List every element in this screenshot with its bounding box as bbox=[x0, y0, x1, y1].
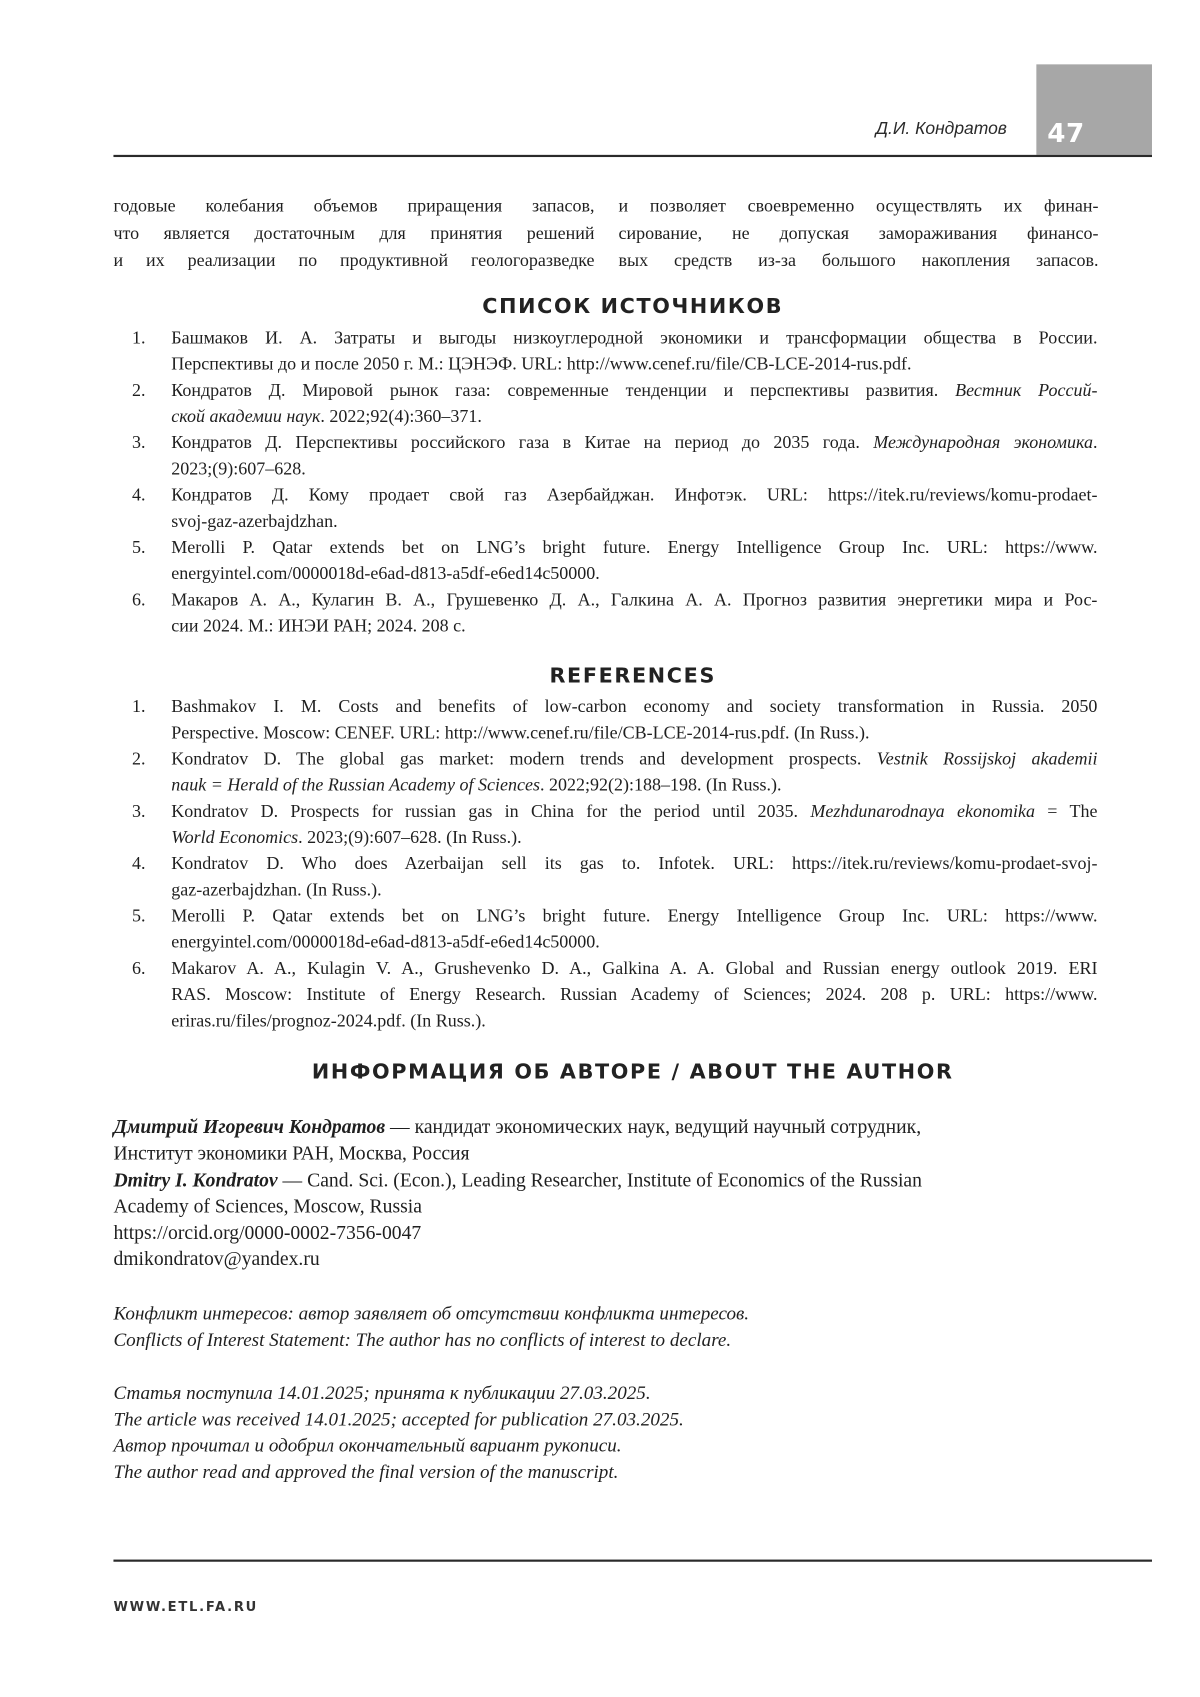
author-name-ru: Дмитрий Игоревич Кондратов bbox=[113, 1116, 385, 1138]
reference-line: Perspective. Moscow: CENEF. URL: http://www.cenef.ru/file/CB-LCE-2014-rus.pdf. (In Russ.). bbox=[171, 720, 1097, 746]
author-ru-affiliation: Институт экономики РАН, Москва, Россия bbox=[113, 1140, 469, 1166]
conflict-note-en: Conflicts of Interest Statement: The author has no conflicts of interest to declare. bbox=[113, 1326, 731, 1352]
reference-number: 2. bbox=[132, 746, 145, 772]
journal-page bbox=[0, 0, 1200, 1697]
source-line: Кондратов Д. Кому продает свой газ Азербайджан. Инфотэк. URL: https://itek.ru/reviews/komu-prodaet- bbox=[171, 482, 1097, 508]
author-en-affiliation: Academy of Sciences, Moscow, Russia bbox=[113, 1193, 421, 1219]
body-line: сирование, не допуская замораживания финансо- bbox=[619, 219, 1099, 246]
conflict-note-ru: Конфликт интересов: автор заявляет об отсутствии конфликта интересов. bbox=[113, 1300, 749, 1326]
author-en-line: Dmitry I. Kondratov — Cand. Sci. (Econ.), Leading Researcher, Institute of Economics of the Russian bbox=[113, 1167, 922, 1193]
body-line: вых средств из-за большого накопления запасов. bbox=[619, 246, 1099, 273]
reference-number: 5. bbox=[132, 903, 145, 929]
reference-number: 6. bbox=[132, 955, 145, 981]
source-line: ской академии наук. 2022;92(4):360–371. bbox=[171, 404, 1097, 430]
running-header-author: Д.И. Кондратов bbox=[876, 120, 1007, 140]
body-line: и позволяет своевременно осуществлять их финан- bbox=[619, 192, 1099, 219]
approved-note-ru: Автор прочитал и одобрил окончательный вариант рукописи. bbox=[113, 1432, 621, 1458]
body-line: и их реализации по продуктивной геологоразведке bbox=[113, 246, 594, 273]
reference-line: World Economics. 2023;(9):607–628. (In Russ.). bbox=[171, 824, 1097, 850]
source-number: 3. bbox=[132, 430, 145, 456]
source-line: 2023;(9):607–628. bbox=[171, 456, 1097, 482]
source-line: energyintel.com/0000018d-e6ad-d813-a5df-e6ed14c50000. bbox=[171, 561, 1097, 587]
source-line: Merolli P. Qatar extends bet on LNG’s bright future. Energy Intelligence Group Inc. URL: https://www. bbox=[171, 534, 1097, 560]
source-number: 4. bbox=[132, 482, 145, 508]
author-email-link[interactable]: dmikondratov@yandex.ru bbox=[113, 1245, 319, 1271]
source-line: Перспективы до и после 2050 г. М.: ЦЭНЭФ. URL: http://www.cenef.ru/file/CB-LCE-2014-rus.pdf. bbox=[171, 351, 1097, 377]
reference-number: 3. bbox=[132, 798, 145, 824]
source-number: 1. bbox=[132, 325, 145, 351]
author-orcid-link[interactable]: https://orcid.org/0000-0002-7356-0047 bbox=[113, 1219, 421, 1245]
approved-note-en: The author read and approved the final version of the manuscript. bbox=[113, 1458, 618, 1484]
references-heading: REFERENCES bbox=[113, 664, 1152, 688]
reference-line: Merolli P. Qatar extends bet on LNG’s bright future. Energy Intelligence Group Inc. URL: https://www. bbox=[171, 903, 1097, 929]
reference-line: RAS. Moscow: Institute of Energy Research. Russian Academy of Sciences; 2024. 208 p. URL: https://www. bbox=[171, 982, 1097, 1008]
author-name-en: Dmitry I. Kondratov bbox=[113, 1169, 277, 1191]
source-line: Кондратов Д. Мировой рынок газа: современные тенденции и перспективы развития. Вестник Россий- bbox=[171, 377, 1097, 403]
reference-line: nauk = Herald of the Russian Academy of Sciences. 2022;92(2):188–198. (In Russ.). bbox=[171, 772, 1097, 798]
footer-rule bbox=[113, 1560, 1152, 1562]
reference-line: energyintel.com/0000018d-e6ad-d813-a5df-e6ed14c50000. bbox=[171, 929, 1097, 955]
source-line: Кондратов Д. Перспективы российского газа в Китае на период до 2035 года. Международная экономика. bbox=[171, 430, 1097, 456]
source-number: 2. bbox=[132, 377, 145, 403]
received-note-ru: Статья поступила 14.01.2025; принята к публикации 27.03.2025. bbox=[113, 1380, 650, 1406]
reference-line: Bashmakov I. M. Costs and benefits of low-carbon economy and society transformation in Russia. 2050 bbox=[171, 694, 1097, 720]
reference-line: Makarov A. A., Kulagin V. A., Grushevenko D. A., Galkina A. A. Global and Russian energy outlook 2019. ERI bbox=[171, 955, 1097, 981]
page-number: 47 bbox=[1047, 118, 1085, 149]
source-line: Башмаков И. А. Затраты и выгоды низкоуглеродной экономики и трансформации общества в России. bbox=[171, 325, 1097, 351]
body-line: годовые колебания объемов приращения запасов, bbox=[113, 192, 594, 219]
author-info-heading: ИНФОРМАЦИЯ ОБ АВТОРЕ / ABOUT THE AUTHOR bbox=[113, 1060, 1152, 1084]
author-ru-line: Дмитрий Игоревич Кондратов — кандидат экономических наук, ведущий научный сотрудник, bbox=[113, 1114, 921, 1140]
received-note-en: The article was received 14.01.2025; accepted for publication 27.03.2025. bbox=[113, 1406, 683, 1432]
reference-line: gaz-azerbajdzhan. (In Russ.). bbox=[171, 877, 1097, 903]
source-line: Макаров А. А., Кулагин В. А., Грушевенко Д. А., Галкина А. А. Прогноз развития энергетики мира и Рос- bbox=[171, 587, 1097, 613]
body-line: что является достаточным для принятия решений bbox=[113, 219, 594, 246]
source-number: 6. bbox=[132, 587, 145, 613]
sources-heading: СПИСОК ИСТОЧНИКОВ bbox=[113, 294, 1152, 318]
header-rule bbox=[113, 155, 1152, 157]
source-line: svoj-gaz-azerbajdzhan. bbox=[171, 508, 1097, 534]
reference-number: 4. bbox=[132, 851, 145, 877]
reference-line: eriras.ru/files/prognoz-2024.pdf. (In Russ.). bbox=[171, 1008, 1097, 1034]
reference-line: Kondratov D. Prospects for russian gas in China for the period until 2035. Mezhdunarodnaya ekonomika = The bbox=[171, 798, 1097, 824]
reference-line: Kondratov D. Who does Azerbaijan sell its gas to. Infotek. URL: https://itek.ru/reviews/komu-prodaet-svoj- bbox=[171, 851, 1097, 877]
source-line: сии 2024. М.: ИНЭИ РАН; 2024. 208 с. bbox=[171, 613, 1097, 639]
source-number: 5. bbox=[132, 534, 145, 560]
footer-website-link[interactable]: WWW.ETL.FA.RU bbox=[113, 1599, 258, 1614]
reference-number: 1. bbox=[132, 694, 145, 720]
reference-line: Kondratov D. The global gas market: modern trends and development prospects. Vestnik Rossijskoj akademii bbox=[171, 746, 1097, 772]
